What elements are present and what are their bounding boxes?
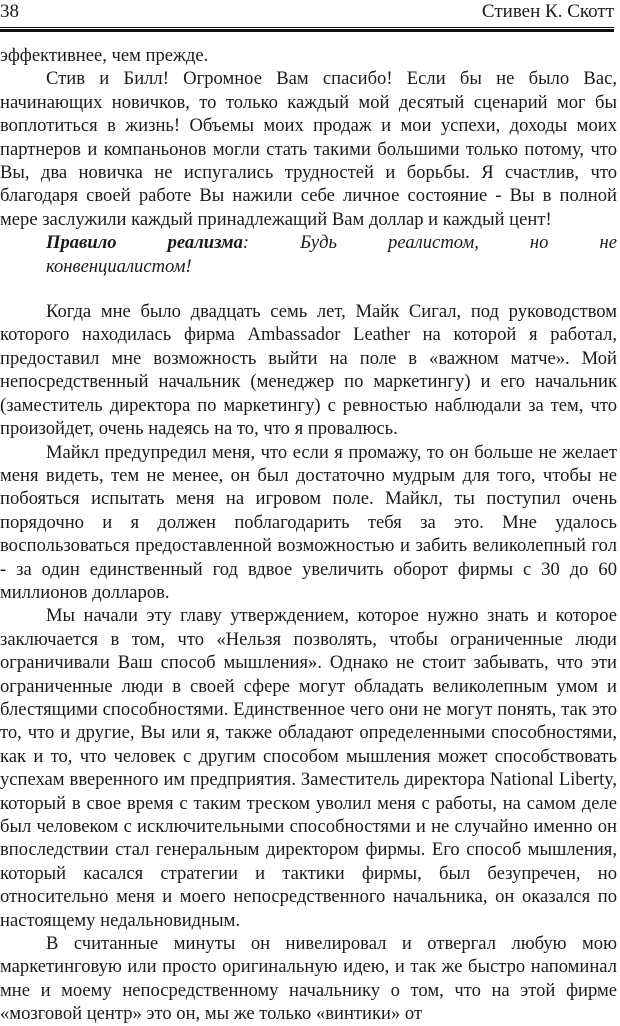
page-number: 38 — [0, 1, 19, 22]
body-text — [0, 32, 617, 1026]
paragraph-continuation: эффективнее, чем прежде. — [0, 45, 209, 66]
paragraph-michael-warning: Майкл предупредил меня, что если я промажу, то он больше не желает меня видеть, тем не менее, он был достаточно мудрым для того, чтобы не побояться испытать меня на игровом поле. Майкл, ты поступил очень порядочно и я должен поблагодарить тебя за это. Мне удалось воспользоваться предоставленной возможностью и забить великолепный гол - за один единственный год вдвое увеличить оборот фирмы с 30 до 60 миллионов долларов. — [0, 441, 617, 603]
rule-of-realism — [0, 231, 617, 278]
rule-text: : Будь реалистом, но не конвенциалистом! — [46, 232, 617, 277]
rule-label: Правило реализма — [46, 232, 243, 254]
paragraph-limited-people: Мы начали эту главу утверждением, которое нужно знать и которое заключается в том, что «Нельзя позволять, чтобы ограниченные люди ограничивали Ваш способ мышления». Однако не стоит забывать, что эти ограниченные люди в своей сфере могут обладать великолепным умом и блестящими способностями. Единственное чего они не могут понять, так это то, что и другие, Вы или я, также обладают определенными способностями, как и то, что человек с другим способом мышления может способствовать успехам вверенного им предприятия. Заместитель директора National Liberty, который в свое время с таким треском уволил меня с работы, на самом деле был человеком с исключительными способностями и не случайно именно он впоследствии стал генеральным директором фирмы. Его способ мышления, который касался стратегии и тактики фирмы, был безупречен, но относительно меня и моего непосредственного начальника, он оказался по настоящему недальновидным. — [0, 605, 617, 931]
paragraph-mike-segal: Когда мне было двадцать семь лет, Майк Сигал, под руководством которого находилась фирма Ambassador Leather на которой я работал, предоставил мне возможность выйти на поле в «важном матче». Мой непосредственный начальник (менеджер по маркетингу) и его начальник (заместитель директора по маркетингу) с ревностью наблюдали за тем, что произойдет, очень надеясь на то, что я провалюсь. — [0, 301, 617, 440]
page-header — [0, 0, 617, 32]
paragraph-brain-center: В считанные минуты он нивелировал и отвергал любую мою маркетинговую или просто оригинальную идею, и так же быстро напоминал мне и моему непосредственному начальнику о том, что на этой фирме «мозговой центр» это он, мы же только «винтики» от — [0, 933, 617, 1025]
paragraph-thanks: Стив и Билл! Огромное Вам спасибо! Если бы не было Вас, начинающих новичков, то только каждый мой десятый сценарий мог бы воплотиться в жизнь! Объемы моих продаж и мои успехи, доходы моих партнеров и компаньонов могли стать такими большими только потому, что Вы, два новичка не испугались трудностей и борьбы. Я счастлив, что благодаря своей работе Вы нажили себе личное состояние - Вы в полной мере заслужили каждый принадлежащий Вам доллар и каждый цент! — [0, 68, 617, 230]
running-head: Стивен К. Скотт — [481, 1, 614, 22]
header-rule — [0, 27, 614, 32]
